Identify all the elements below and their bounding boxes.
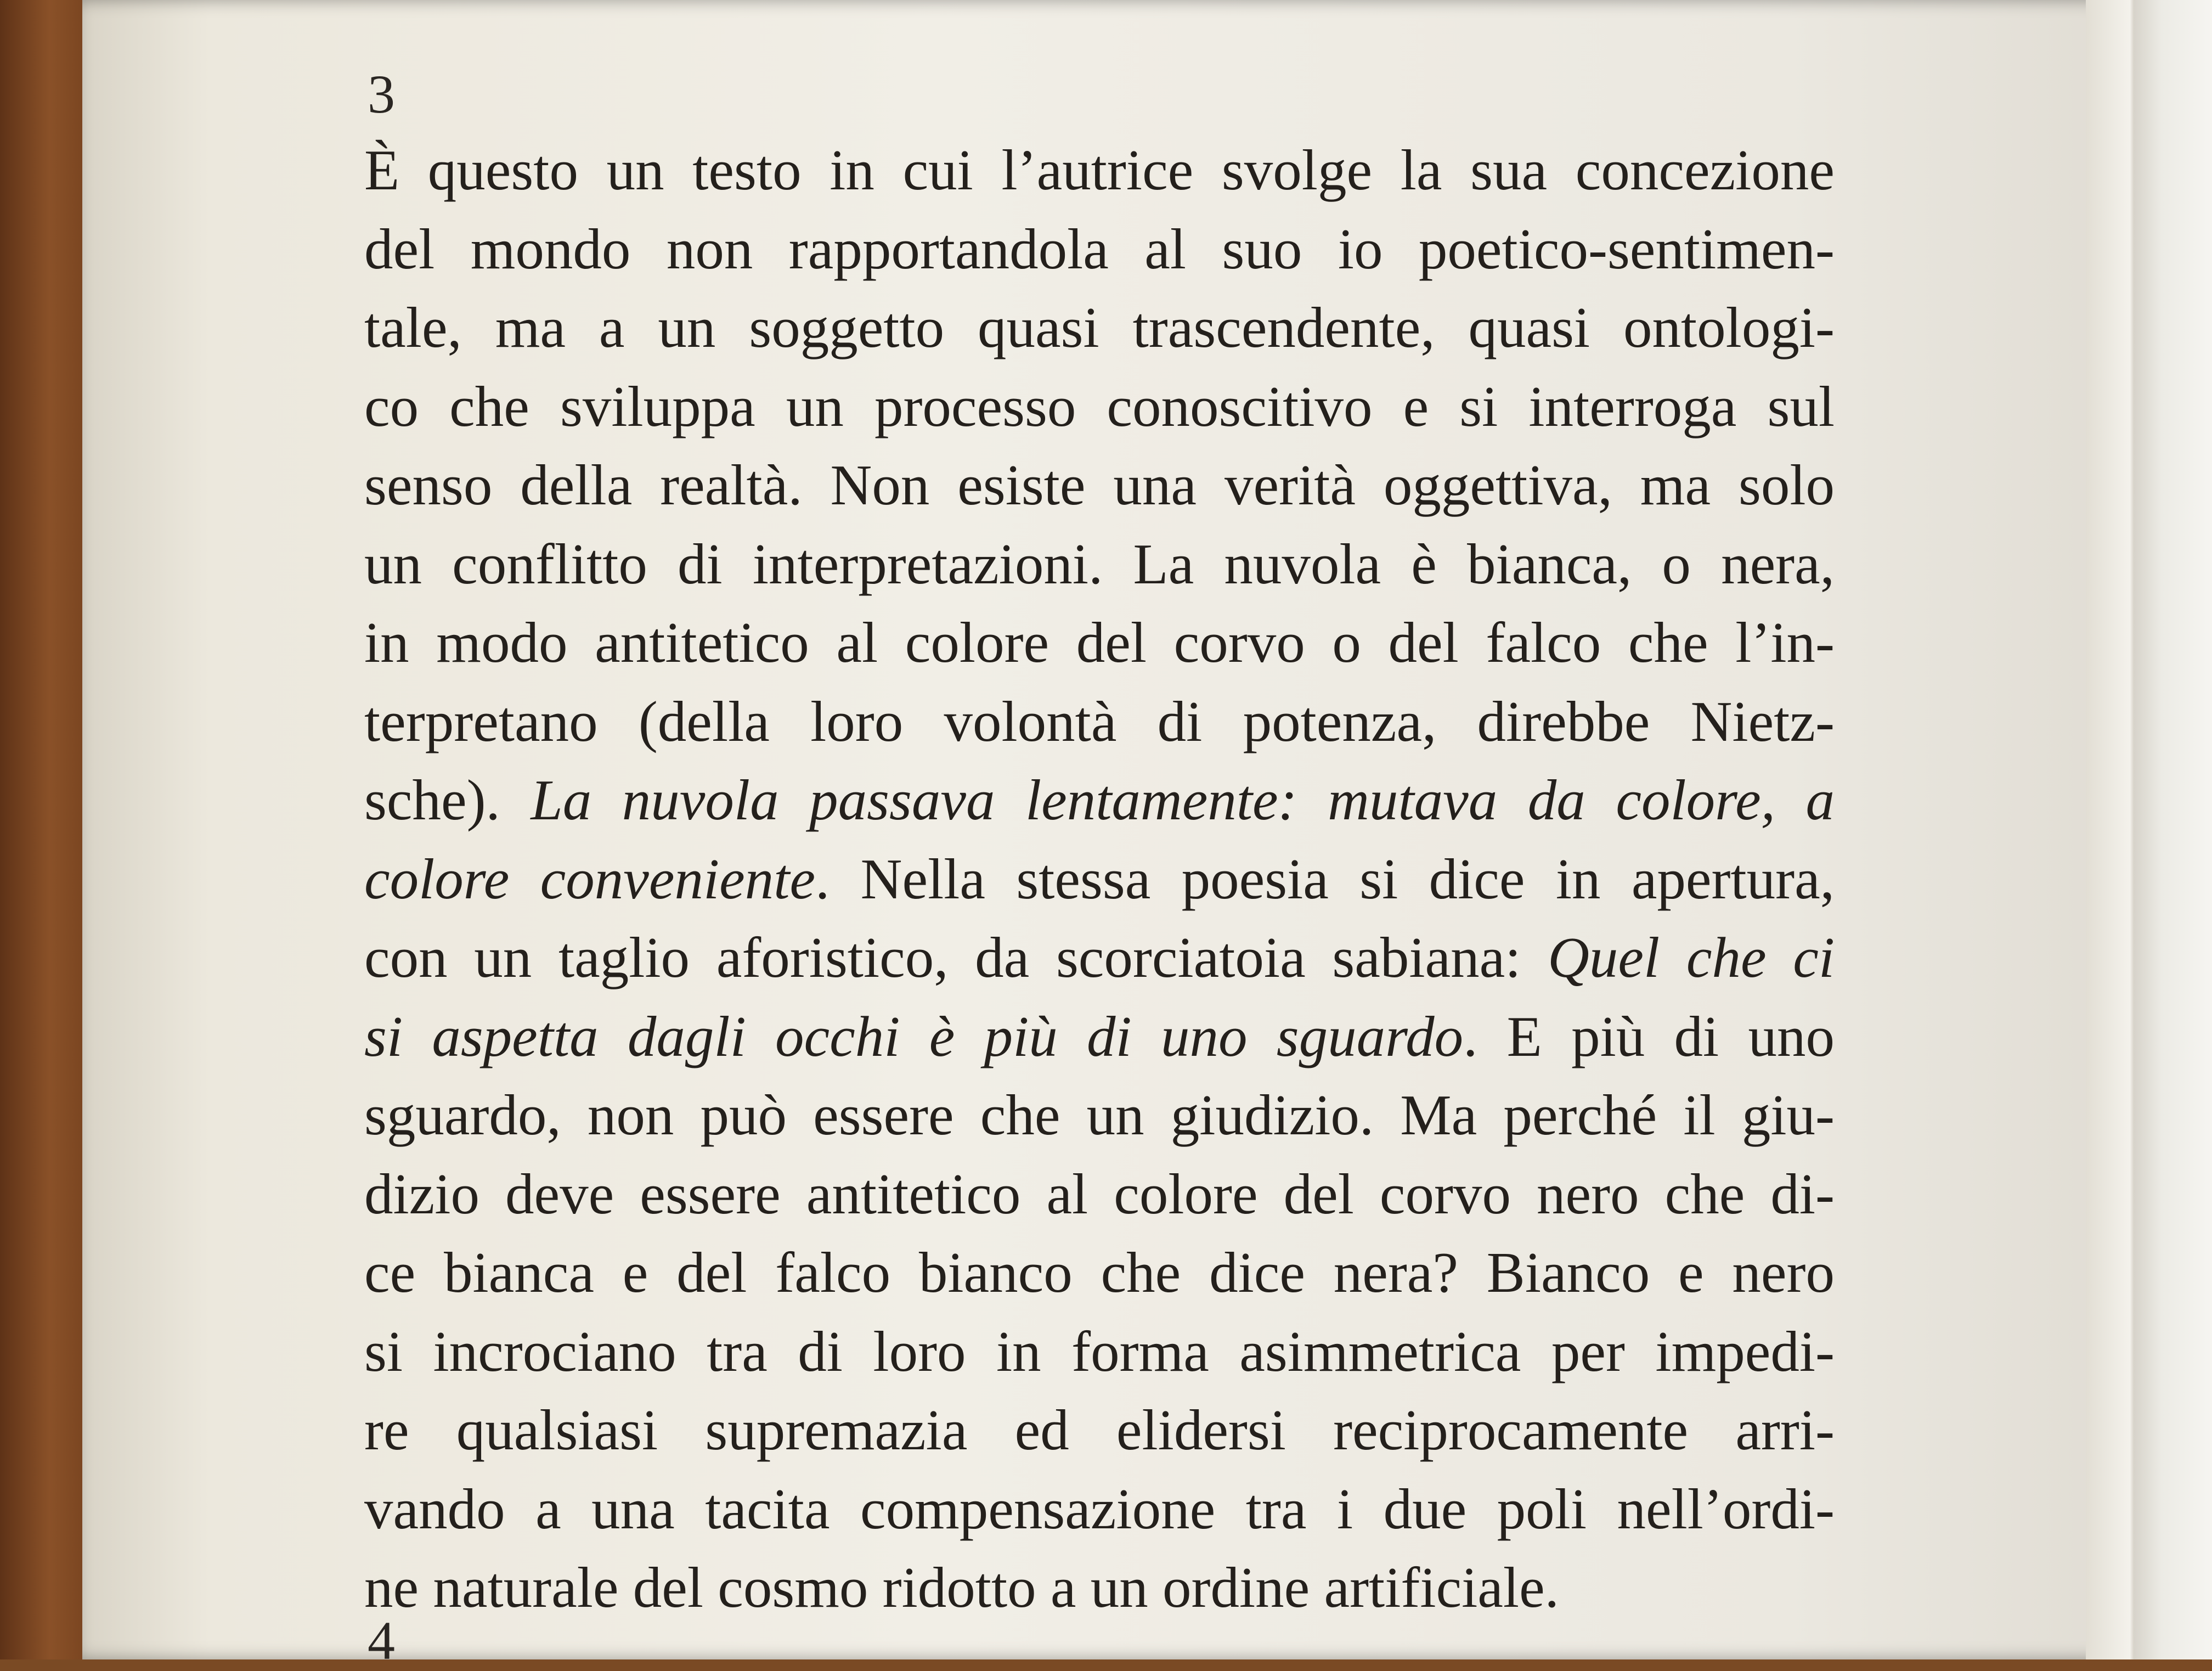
text-segment: È questo un testo in cui l’autrice svolge la sua concezione bbox=[364, 138, 1835, 202]
text-segment: sche). bbox=[364, 768, 531, 832]
text-segment: co che sviluppa un processo conoscitivo e si interroga sul bbox=[364, 374, 1835, 438]
text-segment: senso della realtà. Non esiste una verità oggettiva, ma solo bbox=[364, 453, 1835, 517]
text-line bbox=[364, 840, 1835, 919]
text-segment: ce bianca e del falco bianco che dice nera? Bianco e nero bbox=[364, 1240, 1835, 1304]
text-segment: un conflitto di interpretazioni. La nuvola è bianca, o nera, bbox=[364, 531, 1835, 596]
text-segment: tale, ma a un soggetto quasi trascendente, quasi ontologi- bbox=[364, 295, 1835, 359]
text-segment: si incrociano tra di loro in forma asimmetrica per impedi- bbox=[364, 1319, 1835, 1383]
text-segment: in modo antitetico al colore del corvo o del falco che l’in- bbox=[364, 610, 1835, 674]
text-line bbox=[364, 288, 1835, 367]
page-edge-stack bbox=[2086, 0, 2212, 1659]
text-segment: terpretano (della loro volontà di potenza, direbbe Nietz- bbox=[364, 689, 1835, 753]
text-line bbox=[364, 367, 1835, 446]
text-line bbox=[364, 1155, 1835, 1234]
text-line bbox=[364, 210, 1835, 289]
text-segment: sguardo, non può essere che un giudizio. Ma perché il giu- bbox=[364, 1083, 1835, 1147]
text-segment: con un taglio aforistico, da scorciatoia sabiana: bbox=[364, 925, 1548, 989]
italic-quote: La nuvola passava lentamente: mutava da colore, a bbox=[531, 768, 1835, 832]
text-segment: vando a una tacita compensazione tra i due poli nell’ordi- bbox=[364, 1476, 1835, 1541]
text-segment: . E più di uno bbox=[1463, 1004, 1835, 1068]
text-line bbox=[364, 1470, 1835, 1549]
text-segment: . Nella stessa poesia si dice in apertura, bbox=[815, 846, 1835, 911]
text-line bbox=[364, 1076, 1835, 1155]
text-line bbox=[364, 1548, 1835, 1627]
text-line bbox=[364, 761, 1835, 840]
text-line bbox=[364, 131, 1835, 210]
text-line bbox=[364, 1391, 1835, 1470]
body-paragraph bbox=[364, 131, 1835, 1627]
text-line bbox=[364, 682, 1835, 761]
section-number-bottom: 4 bbox=[368, 1610, 395, 1671]
text-segment: del mondo non rapportandola al suo io poetico-sentimen- bbox=[364, 216, 1835, 281]
text-segment: re qualsiasi supremazia ed elidersi reciprocamente arri- bbox=[364, 1398, 1835, 1462]
text-line bbox=[364, 603, 1835, 682]
italic-quote: si aspetta dagli occhi è più di uno sguardo bbox=[364, 1004, 1464, 1068]
text-segment: dizio deve essere antitetico al colore del corvo nero che di- bbox=[364, 1161, 1835, 1226]
text-segment: ne naturale del cosmo ridotto a un ordine artificiale. bbox=[364, 1555, 1559, 1619]
italic-quote: colore conveniente bbox=[364, 846, 816, 911]
text-line bbox=[364, 525, 1835, 604]
text-line bbox=[364, 918, 1835, 997]
text-line bbox=[364, 997, 1835, 1076]
section-number-top: 3 bbox=[368, 64, 395, 125]
text-line bbox=[364, 1233, 1835, 1312]
italic-quote: Quel che ci bbox=[1548, 925, 1835, 989]
text-line bbox=[364, 446, 1835, 525]
text-line bbox=[364, 1312, 1835, 1391]
